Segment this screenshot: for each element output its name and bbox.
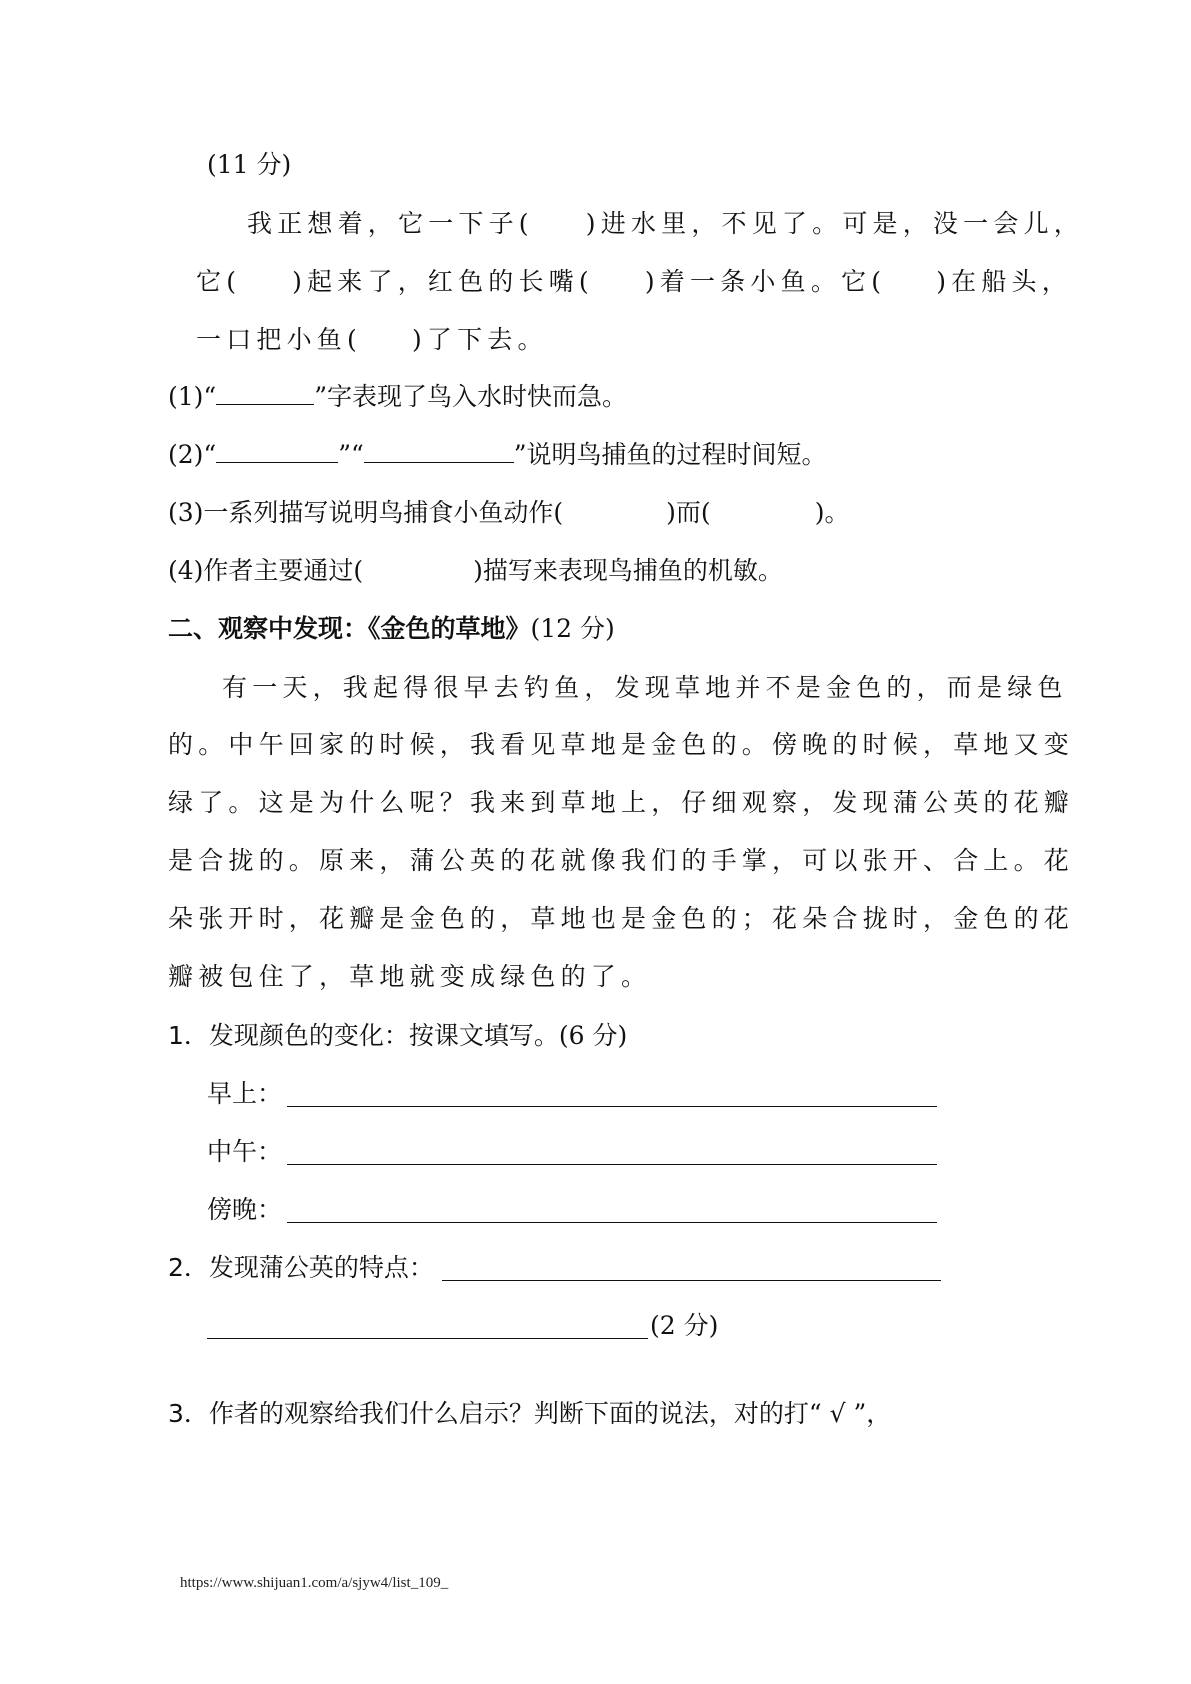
passage1-text: )着一条小鱼。它( (644, 267, 887, 296)
passage1-text: )进水里，不见了。可是，没一会儿， (585, 209, 1084, 238)
evening-answer-line[interactable] (287, 1222, 937, 1223)
passage1-text: 它( (196, 267, 242, 296)
passage2-line: 绿了。这是为什么呢？我来到草地上，仔细观察，发现蒲公英的花瓣 (168, 788, 1075, 817)
section2-heading (168, 612, 615, 646)
question4-line (168, 554, 783, 588)
question-text: (2)“ (168, 440, 217, 469)
passage1-line3 (196, 323, 548, 357)
morning-label: 早上： (207, 1079, 283, 1108)
passage1-line1 (247, 207, 1084, 241)
passage1-text: )在船头， (936, 267, 1072, 296)
question3-line (168, 496, 849, 530)
answer-blank[interactable] (364, 438, 514, 463)
question-text: )而( (666, 498, 711, 527)
passage1-text: )起来了，红色的长嘴( (292, 267, 594, 296)
question-text: )。 (814, 498, 850, 527)
answer-blank[interactable] (216, 438, 338, 463)
noon-answer-line[interactable] (287, 1164, 937, 1165)
question-text: ．发现蒲公英的特点： (183, 1253, 434, 1282)
section1-score: (11 分) (207, 150, 292, 179)
question-number: 2 (168, 1253, 184, 1282)
question-text: ．发现颜色的变化：按课文填写。(6 分) (183, 1021, 628, 1050)
passage2-line: 朵张开时，花瓣是金色的，草地也是金色的；花朵合拢时，金色的花 (168, 904, 1075, 933)
question-number: 3 (168, 1399, 184, 1428)
morning-answer-line[interactable] (287, 1106, 937, 1107)
question-text: (4)作者主要通过( (168, 556, 364, 585)
section2-question3 (168, 1397, 891, 1431)
passage1-text: )了下去。 (411, 325, 548, 354)
question-text: ”“ (338, 440, 364, 469)
question-text: (3)一系列描写说明鸟捕食小鱼动作( (168, 498, 564, 527)
question-text: ”说明鸟捕鱼的过程时间短。 (513, 440, 827, 469)
dandelion-answer-line-2[interactable] (207, 1338, 648, 1339)
answer-blank[interactable] (216, 380, 314, 405)
passage2-line: 瓣被包住了，草地就变成绿色的了。 (168, 962, 652, 991)
passage1-text: 一口把小鱼( (196, 325, 362, 354)
question-number: 1 (168, 1021, 184, 1050)
question1-line (168, 380, 627, 414)
question-text: )描写来表现鸟捕鱼的机敏。 (473, 556, 783, 585)
noon-label: 中午： (207, 1137, 283, 1166)
passage2-line: 有一天，我起得很早去钓鱼，发现草地并不是金色的，而是绿色 (222, 673, 1068, 702)
section2-question1 (168, 1019, 627, 1053)
section2-title: 二、观察中发现：《金色的草地》 (168, 614, 531, 643)
question2-line (168, 438, 827, 472)
passage1-text: 我正想着，它一下子( (247, 209, 534, 238)
passage1-line2 (196, 265, 1072, 299)
passage2-line: 是合拢的。原来，蒲公英的花就像我们的手掌，可以张开、合上。花 (168, 846, 1075, 875)
dandelion-answer-line[interactable] (442, 1280, 941, 1281)
question-text: ”字表现了鸟入水时快而急。 (314, 382, 627, 411)
question-text: ．作者的观察给我们什么启示？判断下面的说法，对的打“ √ ”， (183, 1399, 892, 1428)
question-text: (1)“ (168, 382, 217, 411)
section2-question2 (168, 1251, 434, 1285)
source-url[interactable]: https://www.shijuan1.com/a/sjyw4/list_109_ (180, 1575, 449, 1591)
section2-score: (12 分) (530, 614, 615, 643)
question2-score: (2 分) (650, 1311, 719, 1340)
passage2-line: 的。中午回家的时候，我看见草地是金色的。傍晚的时候，草地又变 (168, 730, 1075, 759)
evening-label: 傍晚： (207, 1195, 283, 1224)
